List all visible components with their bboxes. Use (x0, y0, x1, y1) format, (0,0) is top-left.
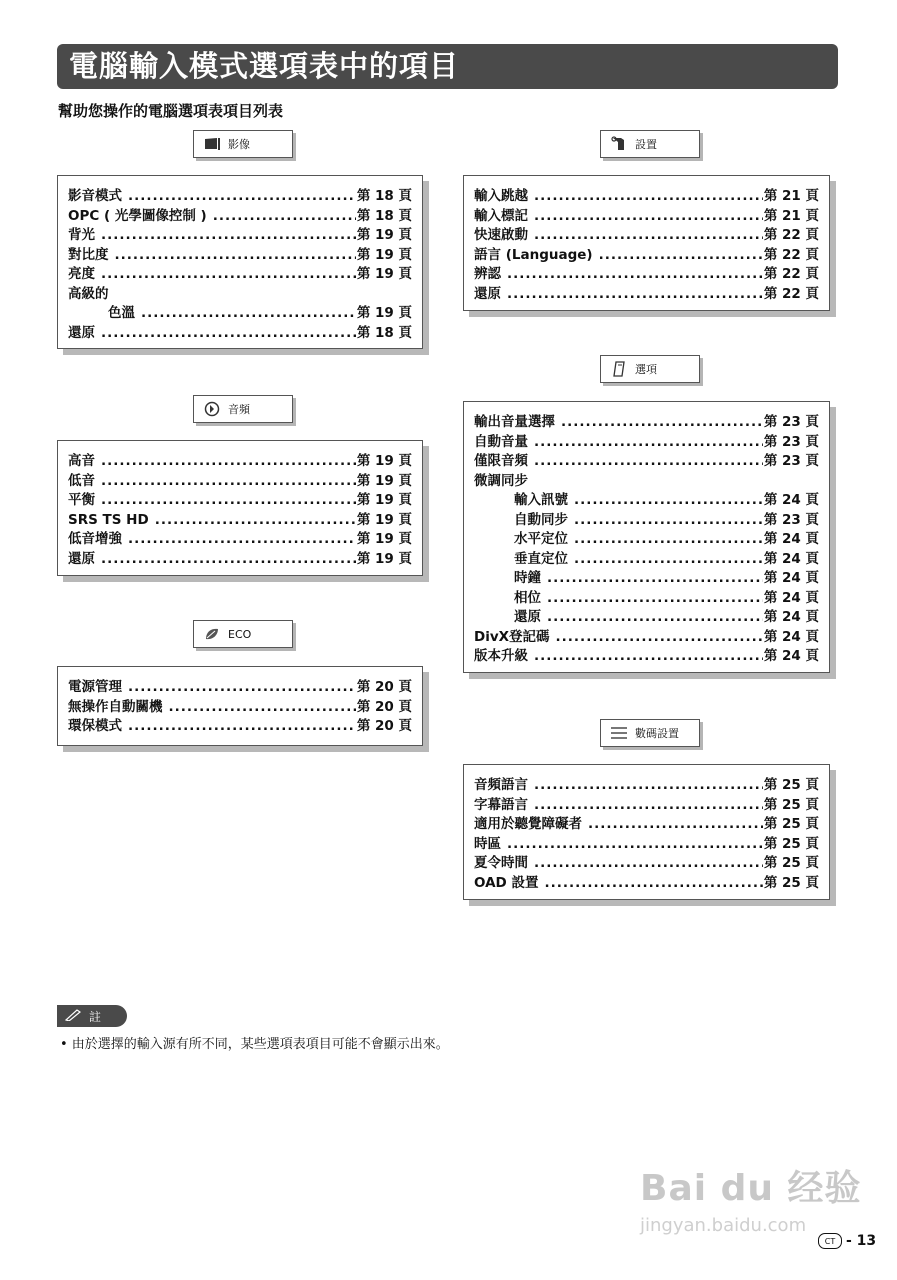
leader-dots (599, 247, 763, 263)
leader-dots (534, 777, 763, 793)
menu-item-page: 第 19 頁 (356, 492, 412, 508)
menu-row (68, 508, 412, 528)
menu-item-label: SRS TS HD (68, 511, 149, 527)
leader-dots (534, 855, 763, 871)
leader-dots (128, 718, 356, 734)
menu-item-page: 第 25 頁 (763, 777, 819, 793)
menu-row (68, 449, 412, 469)
menu-item-page: 第 19 頁 (356, 531, 412, 547)
options-icon (609, 361, 629, 377)
menu-item-page: 第 19 頁 (356, 453, 412, 469)
tab-setup (600, 130, 700, 158)
menu-row (474, 430, 819, 450)
menu-row (68, 675, 412, 695)
menu-row (474, 812, 819, 832)
menu-item-page: 第 24 頁 (763, 570, 819, 586)
menu-item-label: 亮度 (68, 266, 95, 282)
leader-dots (534, 227, 763, 243)
watermark-logo: Bai du 经验 (640, 1168, 862, 1209)
digital-setup-icon (609, 725, 629, 741)
menu-item-label: 音頻語言 (474, 777, 528, 793)
menu-item-page: 第 18 頁 (356, 188, 412, 204)
menu-row (68, 184, 412, 204)
tab-picture (193, 130, 293, 158)
menu-row (474, 566, 819, 586)
leader-dots (534, 453, 763, 469)
speaker-icon (202, 401, 222, 417)
setup-menu-list (463, 175, 830, 311)
menu-item-page: 第 19 頁 (356, 511, 412, 527)
menu-item-page: 第 23 頁 (763, 453, 819, 469)
leader-dots (547, 609, 763, 625)
picture-menu-list (57, 175, 423, 349)
menu-row (68, 714, 412, 734)
menu-item-page: 第 20 頁 (356, 679, 412, 695)
tab-eco (193, 620, 293, 648)
menu-item-page: 第 21 頁 (763, 207, 819, 223)
menu-item-page: 第 25 頁 (763, 855, 819, 871)
tab-label: 設置 (635, 138, 657, 151)
leader-dots (507, 286, 763, 302)
menu-row (68, 547, 412, 567)
menu-item-page: 第 19 頁 (356, 266, 412, 282)
menu-item-label: 水平定位 (514, 531, 568, 547)
leader-dots (534, 188, 763, 204)
menu-item-label: 平衡 (68, 492, 95, 508)
menu-item-label: 辨認 (474, 266, 501, 282)
menu-row (474, 469, 819, 489)
audio-menu-list (57, 440, 423, 576)
menu-item-label: 夏令時間 (474, 855, 528, 871)
menu-item-label: OPC ( 光學圖像控制 ) (68, 207, 207, 223)
menu-row (68, 223, 412, 243)
watermark-url: jingyan.baidu.com (640, 1215, 807, 1236)
leader-dots (544, 875, 762, 891)
leader-dots (574, 531, 763, 547)
note-tag (57, 1005, 127, 1027)
menu-item-page: 第 21 頁 (763, 188, 819, 204)
menu-item-label: 低音增強 (68, 531, 122, 547)
leader-dots (169, 699, 356, 715)
menu-item-label: 色溫 (108, 305, 135, 321)
menu-item-page: 第 20 頁 (356, 698, 412, 714)
menu-row (474, 851, 819, 871)
leader-dots (534, 648, 763, 664)
menu-row (68, 321, 412, 341)
leader-dots (101, 492, 356, 508)
menu-item-label: 輸入訊號 (514, 492, 568, 508)
menu-row (474, 793, 819, 813)
menu-row (68, 301, 412, 321)
menu-item-label: 輸入跳越 (474, 188, 528, 204)
menu-row (474, 184, 819, 204)
tab-label: 音頻 (228, 403, 250, 416)
menu-item-label: 環保模式 (68, 718, 122, 734)
menu-item-page: 第 24 頁 (763, 531, 819, 547)
menu-item-label: 高音 (68, 453, 95, 469)
menu-item-page: 第 22 頁 (763, 266, 819, 282)
menu-item-label: 語言 (Language) (474, 246, 593, 262)
menu-item-label: 適用於聽覺障礙者 (474, 816, 582, 832)
menu-item-label: 還原 (68, 324, 95, 340)
menu-item-label: 無操作自動關機 (68, 698, 163, 714)
leader-dots (101, 227, 356, 243)
menu-row (474, 547, 819, 567)
menu-item-page: 第 20 頁 (356, 718, 412, 734)
pencil-icon (65, 1009, 81, 1024)
menu-row (474, 262, 819, 282)
menu-item-page: 第 23 頁 (763, 511, 819, 527)
menu-item-page: 第 18 頁 (356, 324, 412, 340)
wrench-icon (609, 136, 629, 152)
menu-row (474, 410, 819, 430)
leader-dots (561, 414, 763, 430)
leaf-icon (202, 626, 222, 642)
menu-row (474, 832, 819, 852)
menu-item-label: OAD 設置 (474, 874, 539, 890)
menu-item-page: 第 25 頁 (763, 816, 819, 832)
tab-audio (193, 395, 293, 423)
menu-item-label: 自動音量 (474, 433, 528, 449)
menu-row (474, 449, 819, 469)
leader-dots (101, 453, 356, 469)
tab-label: 影像 (228, 138, 250, 151)
menu-row (474, 223, 819, 243)
menu-item-label: 時鐘 (514, 570, 541, 586)
menu-row (474, 773, 819, 793)
leader-dots (128, 679, 356, 695)
leader-dots (547, 570, 763, 586)
menu-item-page: 第 24 頁 (763, 648, 819, 664)
menu-item-page: 第 19 頁 (356, 472, 412, 488)
menu-item-page: 第 19 頁 (356, 305, 412, 321)
menu-item-label: 字幕語言 (474, 796, 528, 812)
menu-row (474, 644, 819, 664)
menu-item-label: 電源管理 (68, 679, 122, 695)
leader-dots (507, 266, 763, 282)
menu-row (474, 625, 819, 645)
tab-label: 數碼設置 (635, 727, 679, 740)
menu-item-label: 相位 (514, 589, 541, 605)
menu-row (474, 488, 819, 508)
menu-item-label: 自動同步 (514, 511, 568, 527)
leader-dots (101, 266, 356, 282)
menu-item-page: 第 24 頁 (763, 492, 819, 508)
eco-menu-list (57, 666, 423, 746)
leader-dots (128, 188, 356, 204)
picture-icon (202, 136, 222, 152)
menu-row (474, 204, 819, 224)
leader-dots (101, 325, 356, 341)
note-tag-label: 註 (89, 1009, 102, 1024)
menu-item-page: 第 23 頁 (763, 433, 819, 449)
menu-item-page: 第 24 頁 (763, 589, 819, 605)
tab-options (600, 355, 700, 383)
menu-item-label: 時區 (474, 835, 501, 851)
menu-item-page: 第 23 頁 (763, 414, 819, 430)
leader-dots (547, 590, 763, 606)
leader-dots (574, 551, 763, 567)
menu-item-label: 還原 (474, 285, 501, 301)
leader-dots (101, 551, 356, 567)
menu-item-label: 快速啟動 (474, 227, 528, 243)
menu-item-label: 版本升級 (474, 648, 528, 664)
menu-row (68, 527, 412, 547)
page-number (818, 1233, 876, 1249)
leader-dots (213, 208, 356, 224)
options-menu-list (463, 401, 830, 673)
menu-row (68, 469, 412, 489)
leader-dots (588, 816, 763, 832)
menu-item-label: 高級的 (68, 285, 109, 301)
leader-dots (141, 305, 356, 321)
leader-dots (534, 208, 763, 224)
menu-item-label: 對比度 (68, 246, 109, 262)
menu-item-page: 第 24 頁 (763, 609, 819, 625)
menu-item-label: 影音模式 (68, 188, 122, 204)
menu-item-page: 第 19 頁 (356, 227, 412, 243)
menu-item-page: 第 25 頁 (763, 796, 819, 812)
menu-item-page: 第 22 頁 (763, 285, 819, 301)
leader-dots (534, 797, 763, 813)
page-number-text: - 13 (846, 1233, 877, 1249)
menu-item-label: 僅限音頻 (474, 453, 528, 469)
menu-row (474, 243, 819, 263)
menu-row (474, 282, 819, 302)
menu-item-page: 第 19 頁 (356, 246, 412, 262)
menu-item-label: 低音 (68, 472, 95, 488)
menu-item-label: DivX登記碼 (474, 628, 550, 644)
page-subtitle: 幫助您操作的電腦選項表項目列表 (58, 102, 284, 120)
tab-digital-setup (600, 719, 700, 747)
menu-item-page: 第 24 頁 (763, 550, 819, 566)
note-text: • 由於選擇的輸入源有所不同，某些選項表項目可能不會顯示出來。 (60, 1037, 449, 1052)
menu-row (474, 508, 819, 528)
menu-row (68, 243, 412, 263)
leader-dots (101, 473, 356, 489)
leader-dots (115, 247, 356, 263)
region-badge: CT (818, 1233, 842, 1249)
menu-row (474, 605, 819, 625)
leader-dots (507, 836, 763, 852)
menu-item-page: 第 25 頁 (763, 874, 819, 890)
tab-label: 選項 (635, 363, 657, 376)
menu-item-label: 微調同步 (474, 472, 528, 488)
leader-dots (574, 512, 763, 528)
leader-dots (534, 434, 763, 450)
page-title: 電腦輸入模式選項表中的項目 (57, 44, 838, 89)
menu-item-label: 輸出音量選擇 (474, 414, 555, 430)
menu-row (474, 527, 819, 547)
menu-item-label: 輸入標記 (474, 207, 528, 223)
menu-item-page: 第 24 頁 (763, 628, 819, 644)
leader-dots (155, 512, 356, 528)
menu-row (474, 871, 819, 891)
leader-dots (574, 492, 763, 508)
menu-item-label: 背光 (68, 227, 95, 243)
menu-row (68, 262, 412, 282)
leader-dots (556, 629, 763, 645)
digital-setup-menu-list (463, 764, 830, 900)
menu-item-page: 第 25 頁 (763, 835, 819, 851)
menu-item-page: 第 19 頁 (356, 550, 412, 566)
leader-dots (128, 531, 356, 547)
menu-item-page: 第 22 頁 (763, 227, 819, 243)
tab-label: ECO (228, 627, 252, 641)
menu-row (474, 586, 819, 606)
menu-row (68, 282, 412, 302)
menu-row (68, 695, 412, 715)
menu-item-page: 第 18 頁 (356, 207, 412, 223)
menu-row (68, 488, 412, 508)
menu-item-page: 第 22 頁 (763, 246, 819, 262)
menu-row (68, 204, 412, 224)
menu-item-label: 垂直定位 (514, 550, 568, 566)
menu-item-label: 還原 (514, 609, 541, 625)
menu-item-label: 還原 (68, 550, 95, 566)
